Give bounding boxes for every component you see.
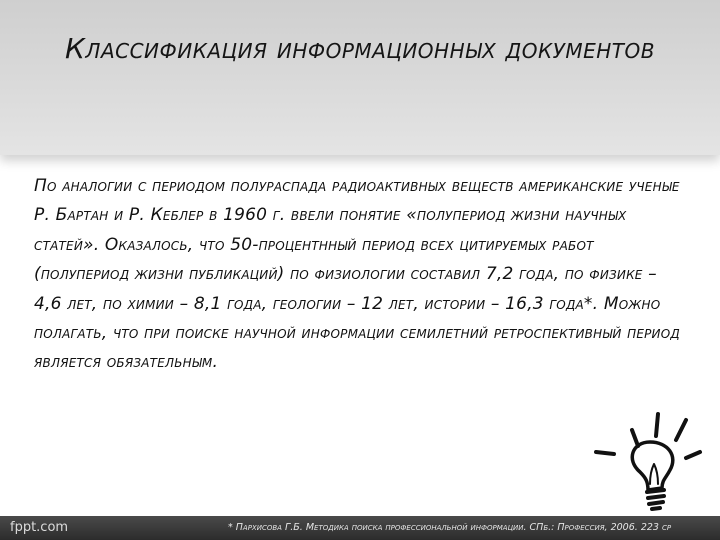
footer-logo: fppt.com [10, 520, 69, 535]
footer-footnote: * Пархисова Г.Б. Методика поиска профессиональной информации. СПб.: Профессия, 2006. 223 ср [228, 522, 672, 533]
title-band [0, 0, 720, 155]
slide-body-text: По аналогии с периодом полураспада радиоактивных веществ американские ученые Р. Бартан и Р. Кеблер в 1960 г. ввели понятие «полупериод жизни научных статей». Оказалось, что 50-процентнный период всех цитируемых работ (полупериод жизни публикаций) по физиологии составил 7,2 года, по физике – 4,6 лет, по химии – 8,1 года, геологии – 12 лет, истории – 16,3 года*. Можно полагать, что при поиске научной информации семилетний ретроспективный период является обязательным. [34, 176, 680, 373]
footer-bar [0, 516, 720, 540]
slide-title: Классификация информационных документов [65, 32, 655, 65]
lightbulb-icon [588, 408, 706, 516]
